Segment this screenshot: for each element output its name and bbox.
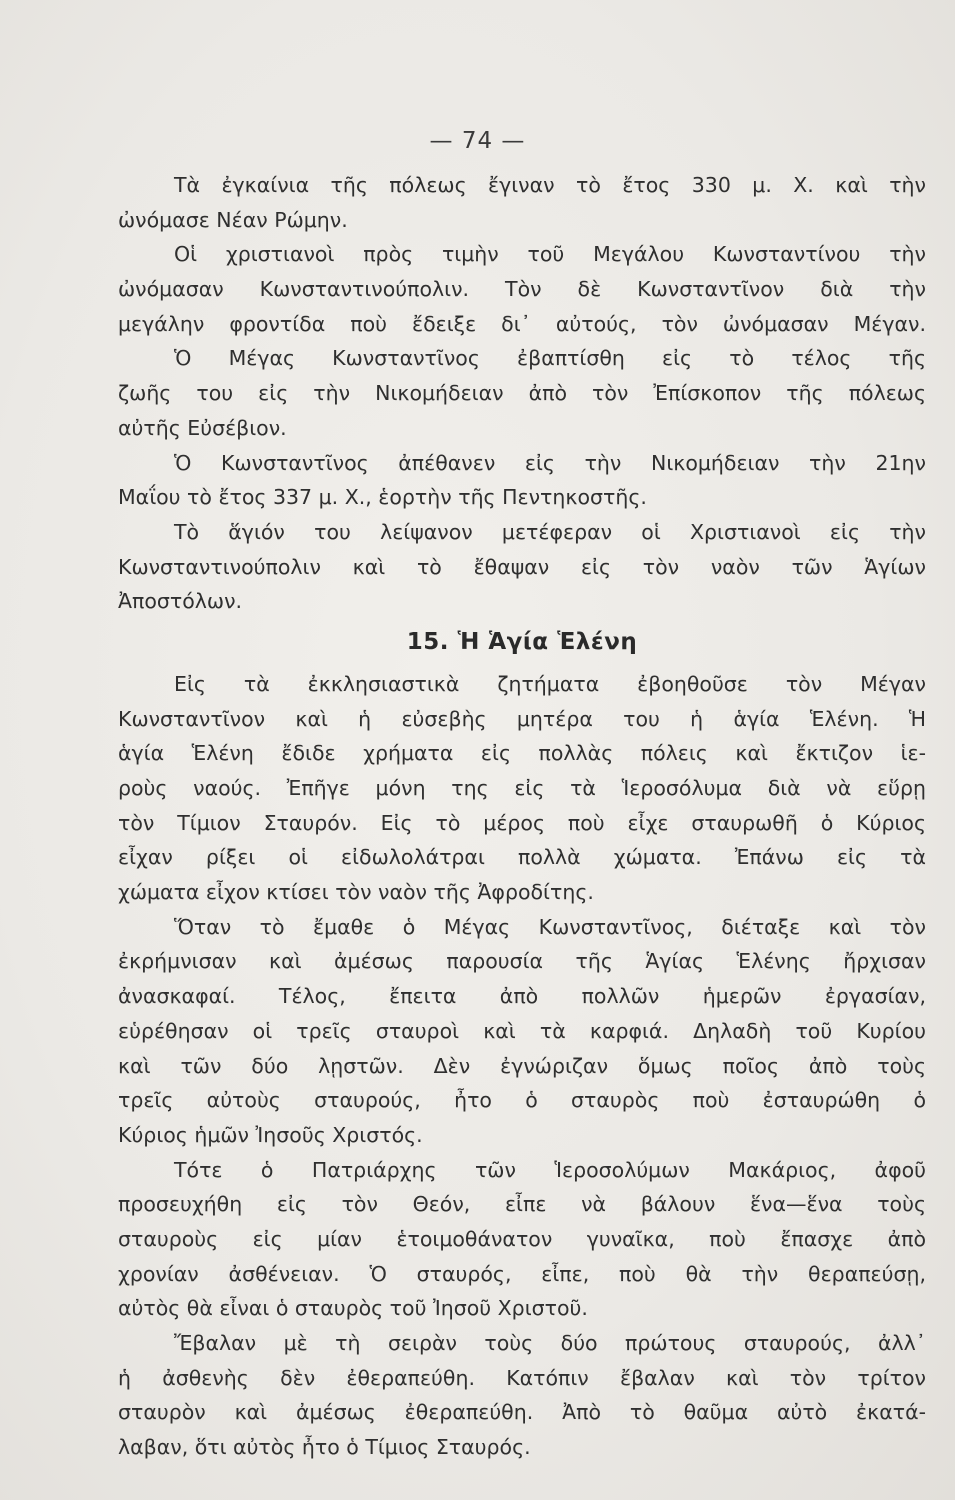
text-line: αὐτῆς Εὐσέβιον. (118, 415, 287, 440)
text-line: Τὸ ἅγιόν του λείψανον μετέφεραν οἱ Χριστιανοὶ εἰς τὴν (174, 519, 926, 544)
text-line: Κωνσταντῖνον καὶ ἡ εὐσεβὴς μητέρα του ἡ ἁγία Ἑλένη. Ἡ (118, 706, 926, 731)
text-line: ὠνόμασε Νέαν Ρώμην. (118, 207, 348, 232)
text-line: σταυρὸν καὶ ἀμέσως ἐθεραπεύθη. Ἀπὸ τὸ θαῦμα αὐτὸ ἐκατά- (118, 1400, 926, 1425)
text-line: Ἀποστόλων. (118, 589, 243, 614)
paragraph (118, 341, 926, 445)
text-line: ροὺς ναούς. Ἐπῆγε μόνη της εἰς τὰ Ἱεροσόλυμα διὰ νὰ εὕρῃ (118, 776, 926, 800)
text-line: καὶ τῶν δύο λῃστῶν. Δὲν ἐγνώριζαν ὅμως ποῖος ἀπὸ τοὺς (118, 1053, 926, 1078)
text-line: ζωῆς του εἰς τὴν Νικομήδειαν ἀπὸ τὸν Ἐπίσκοπον τῆς πόλεως (118, 381, 926, 406)
text-line: Ὅταν τὸ ἔμαθε ὁ Μέγας Κωνσταντῖνος, διέταξε καὶ τὸν (174, 914, 926, 939)
page-number: — 74 — (429, 128, 526, 154)
body-text (118, 168, 926, 1465)
text-line: Κωνσταντινούπολιν καὶ τὸ ἔθαψαν εἰς τὸν ναὸν τῶν Ἁγίων (118, 554, 926, 579)
text-line: ἀνασκαφαί. Τέλος, ἔπειτα ἀπὸ πολλῶν ἡμερῶν ἐργασίαν, (118, 984, 926, 1009)
paragraph (118, 1326, 926, 1465)
text-line: ὠνόμασαν Κωνσταντινούπολιν. Τὸν δὲ Κωνσταντῖνον διὰ τὴν (118, 277, 926, 302)
text-line: εἶχαν ρίξει οἱ εἰδωλολάτραι πολλὰ χώματα. Ἐπάνω εἰς τὰ (118, 845, 926, 870)
text-line: Τότε ὁ Πατριάρχης τῶν Ἱεροσολύμων Μακάριος, ἀφοῦ (174, 1157, 926, 1182)
text-line: σταυροὺς εἰς μίαν ἑτοιμοθάνατον γυναῖκα, ποὺ ἔπασχε ἀπὸ (118, 1226, 926, 1251)
paragraph (118, 1153, 926, 1326)
text-line: Οἱ χριστιανοὶ πρὸς τιμὴν τοῦ Μεγάλου Κωνσταντίνου τὴν (174, 242, 926, 267)
text-line: εὑρέθησαν οἱ τρεῖς σταυροὶ καὶ τὰ καρφιά. Δηλαδὴ τοῦ Κυρίου (118, 1018, 926, 1043)
text-line: χώματα εἶχον κτίσει τὸν ναὸν τῆς Ἀφροδίτης. (118, 880, 594, 905)
paragraph (118, 667, 926, 910)
text-line: προσευχήθη εἰς τὸν Θεόν, εἶπε νὰ βάλουν ἕνα—ἕνα τοὺς (118, 1192, 926, 1217)
text-line: μεγάλην φροντίδα ποὺ ἔδειξε δι᾽ αὐτούς, τὸν ὠνόμασαν Μέγαν. (118, 311, 926, 336)
text-line: Ὁ Κωνσταντῖνος ἀπέθανεν εἰς τὴν Νικομήδειαν τὴν 21ην (174, 450, 926, 475)
paragraph (118, 168, 926, 237)
paragraph (118, 515, 926, 619)
text-line: ἡ ἀσθενὴς δὲν ἐθεραπεύθη. Κατόπιν ἔβαλαν καὶ τὸν τρίτον (118, 1365, 926, 1390)
paragraph (118, 446, 926, 515)
text-line: λαβαν, ὅτι αὐτὸς ἦτο ὁ Τίμιος Σταυρός. (118, 1435, 531, 1460)
text-line: χρονίαν ἀσθένειαν. Ὁ σταυρός, εἶπε, ποὺ θὰ τὴν θεραπεύσῃ, (118, 1261, 926, 1286)
paragraph (118, 910, 926, 1153)
paragraph (118, 237, 926, 341)
text-line: τὸν Τίμιον Σταυρόν. Εἰς τὸ μέρος ποὺ εἶχε σταυρωθῆ ὁ Κύριος (118, 810, 926, 835)
text-line: Κύριος ἡμῶν Ἰησοῦς Χριστός. (118, 1122, 423, 1147)
text-line: Μαΐου τὸ ἔτος 337 μ. Χ., ἑορτὴν τῆς Πεντηκοστῆς. (118, 485, 647, 510)
text-line: Τὰ ἐγκαίνια τῆς πόλεως ἔγιναν τὸ ἔτος 330 μ. Χ. καὶ τὴν (174, 173, 926, 197)
text-line: Ὁ Μέγας Κωνσταντῖνος ἐβαπτίσθη εἰς τὸ τέλος τῆς (174, 346, 926, 371)
text-line: τρεῖς αὐτοὺς σταυρούς, ἦτο ὁ σταυρὸς ποὺ ἐσταυρώθη ὁ (118, 1088, 926, 1113)
text-line: Εἰς τὰ ἐκκλησιαστικὰ ζητήματα ἐβοηθοῦσε τὸν Μέγαν (174, 671, 926, 696)
text-line: αὐτὸς θὰ εἶναι ὁ σταυρὸς τοῦ Ἰησοῦ Χριστοῦ. (118, 1296, 588, 1321)
text-line: ἐκρήμνισαν καὶ ἀμέσως παρουσία τῆς Ἁγίας Ἑλένης ἤρχισαν (118, 949, 926, 974)
text-line: Ἔβαλαν μὲ τὴ σειρὰν τοὺς δύο πρώτους σταυρούς, ἀλλ᾽ (174, 1331, 926, 1355)
section-heading: 15. Ἡ Ἁγία Ἑλένη (406, 628, 638, 655)
text-line: ἁγία Ἑλένη ἔδιδε χρήματα εἰς πολλὰς πόλεις καὶ ἔκτιζον ἱε- (118, 741, 926, 766)
